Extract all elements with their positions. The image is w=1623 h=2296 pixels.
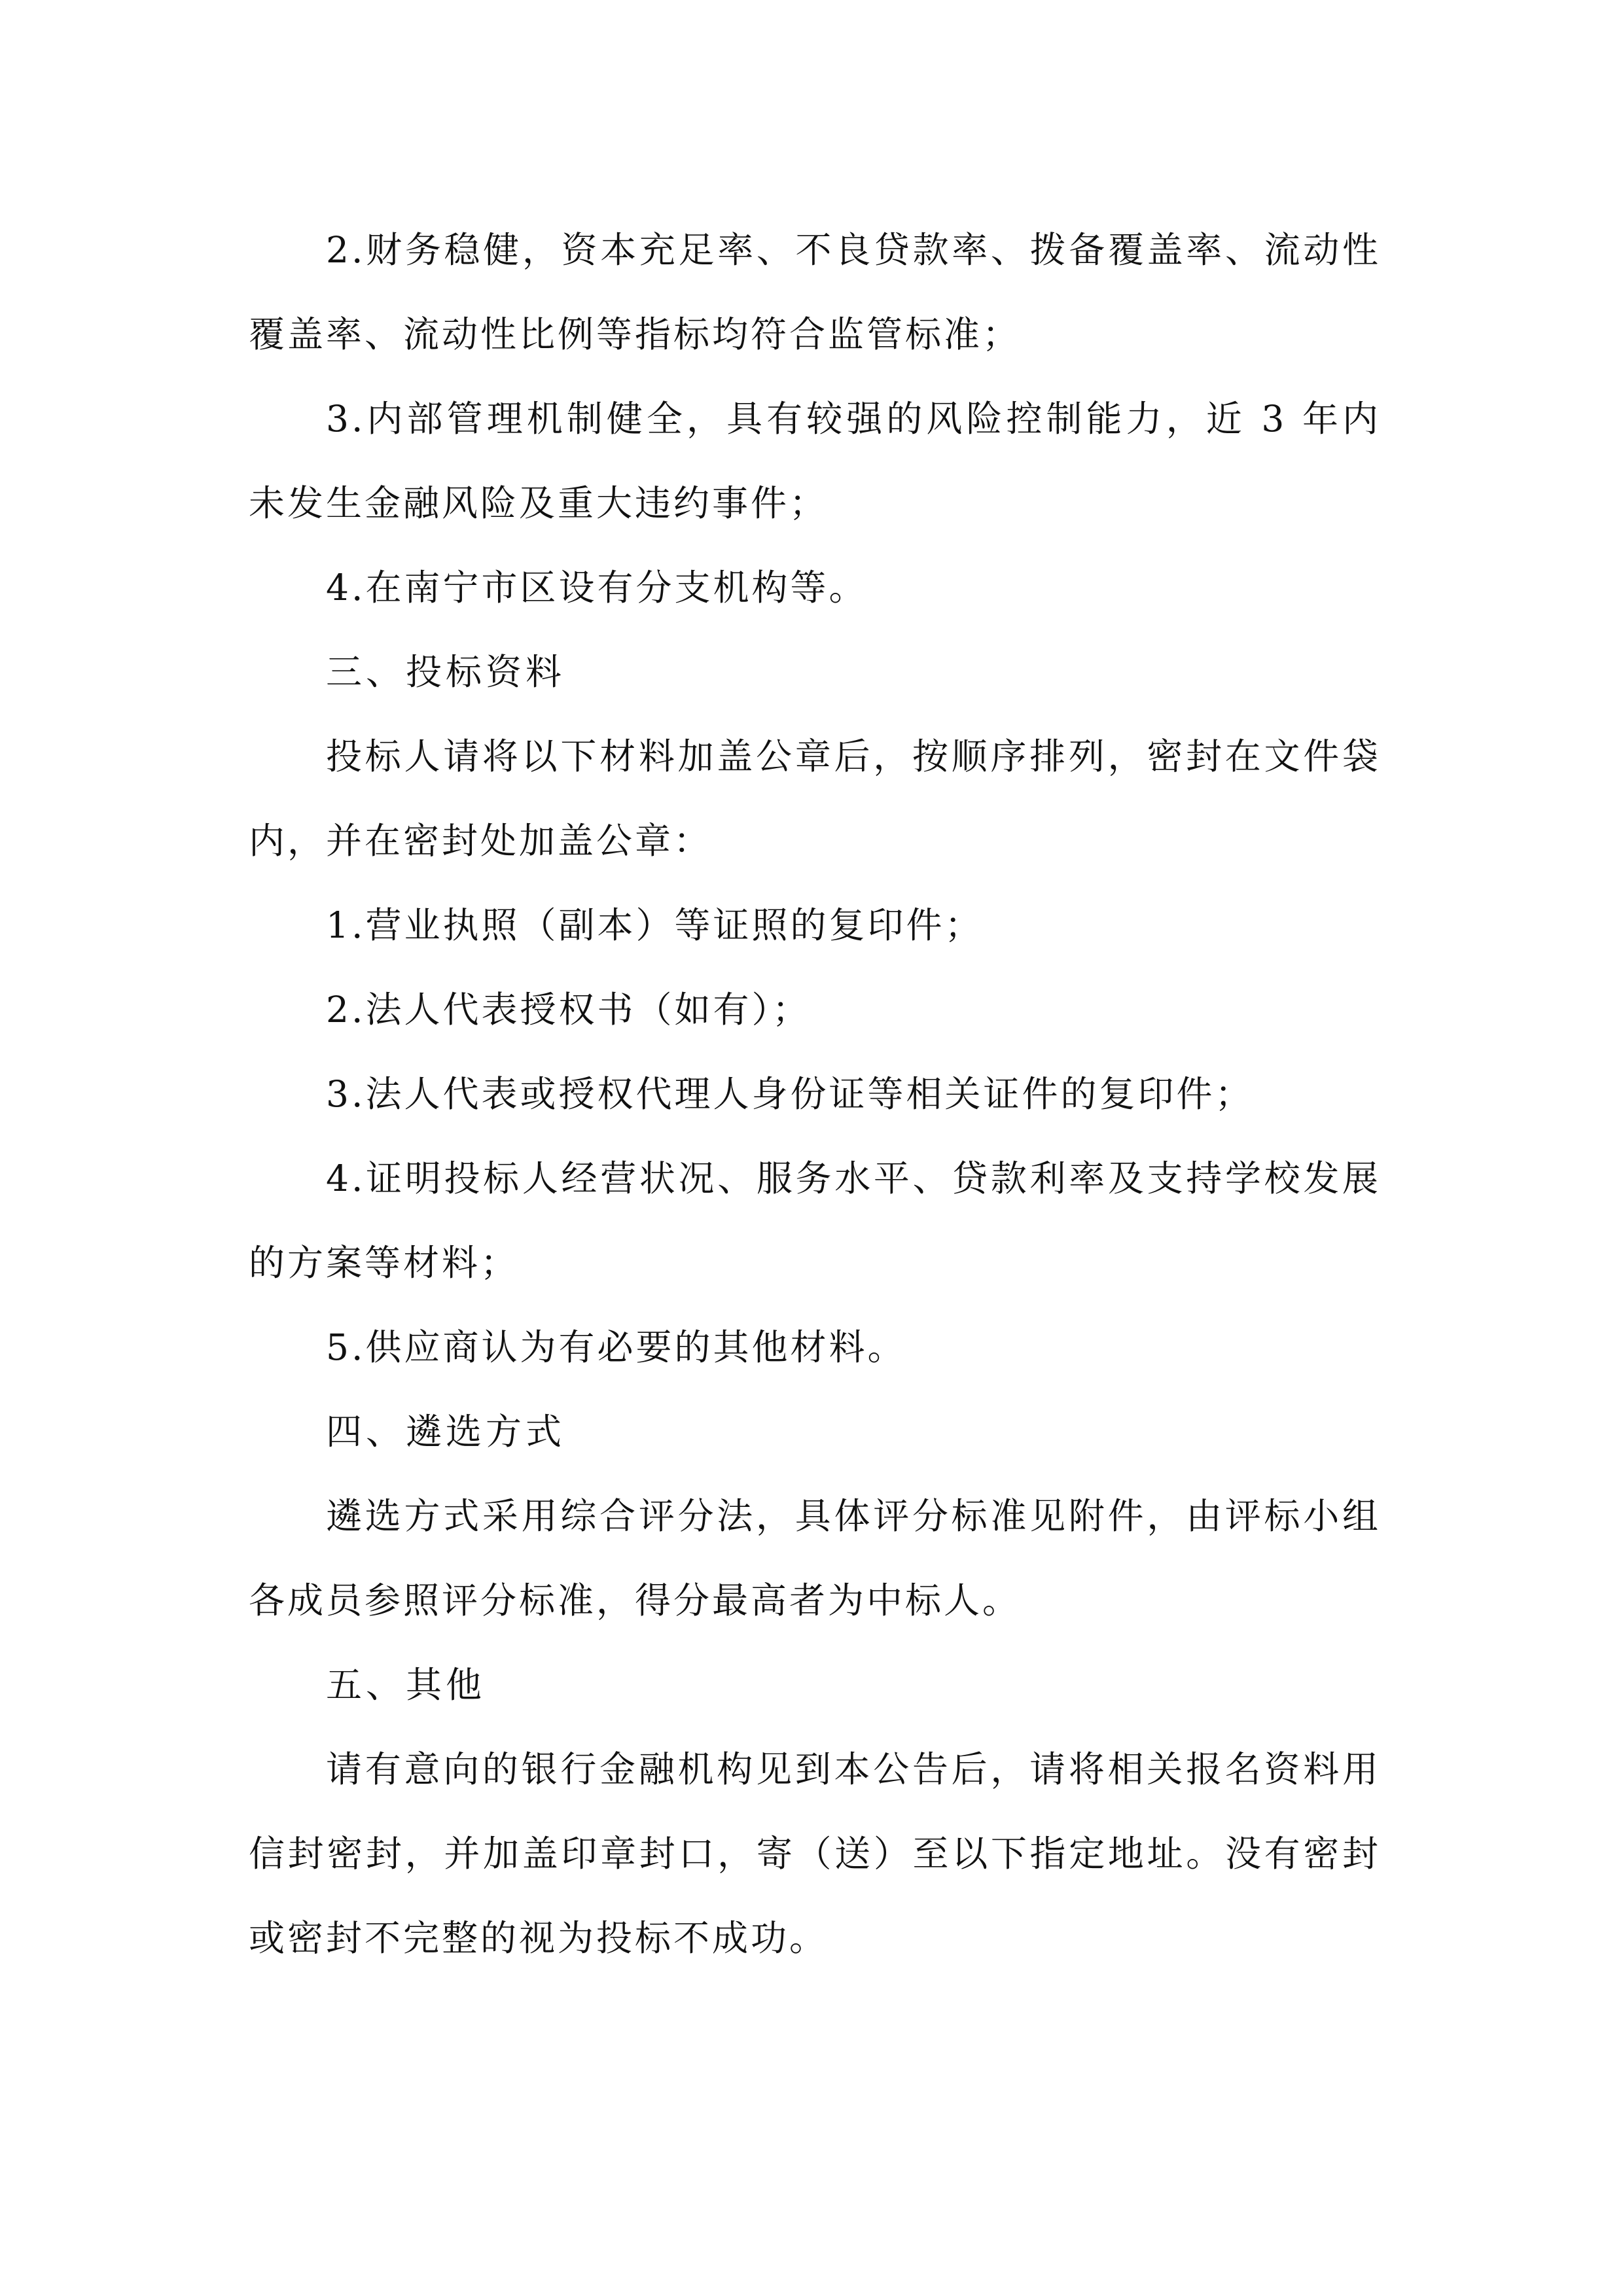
- bid-material-item-5: 5.供应商认为有必要的其他材料。: [326, 1326, 906, 1368]
- selection-method-text: 遴选方式采用综合评分法，具体评分标准见附件，由评标小组各成员参照评分标准，得分最高者为中标人。: [249, 1495, 1381, 1621]
- bid-material-item-2: 2.法人代表授权书（如有）；: [326, 989, 811, 1031]
- bid-materials-intro: 投标人请将以下材料加盖公章后，按顺序排列，密封在文件袋内，并在密封处加盖公章：: [249, 735, 1381, 862]
- section-heading-bid-materials: 三、投标资料: [326, 651, 566, 693]
- bid-material-item-1: 1.营业执照（副本）等证照的复印件；: [326, 904, 984, 946]
- bid-material-item-3: 3.法人代表或授权代理人身份证等相关证件的复印件；: [326, 1073, 1254, 1115]
- qualification-item-2: 2.财务稳健，资本充足率、不良贷款率、拨备覆盖率、流动性覆盖率、流动性比例等指标均符合监管标准；: [249, 229, 1381, 355]
- qualification-item-3: 3.内部管理机制健全，具有较强的风险控制能力，近 3 年内未发生金融风险及重大违约事件；: [249, 398, 1381, 524]
- qualification-item-4: 4.在南宁市区设有分支机构等。: [326, 567, 868, 609]
- bid-material-item-4: 4.证明投标人经营状况、服务水平、贷款利率及支持学校发展的方案等材料；: [249, 1157, 1381, 1284]
- section-heading-other: 五、其他: [326, 1664, 486, 1706]
- document-body: [249, 208, 1381, 1981]
- section-heading-selection-method: 四、遴选方式: [326, 1411, 566, 1453]
- other-text: 请有意向的银行金融机构见到本公告后，请将相关报名资料用信封密封，并加盖印章封口，寄（送）至以下指定地址。没有密封或密封不完整的视为投标不成功。: [249, 1748, 1381, 1959]
